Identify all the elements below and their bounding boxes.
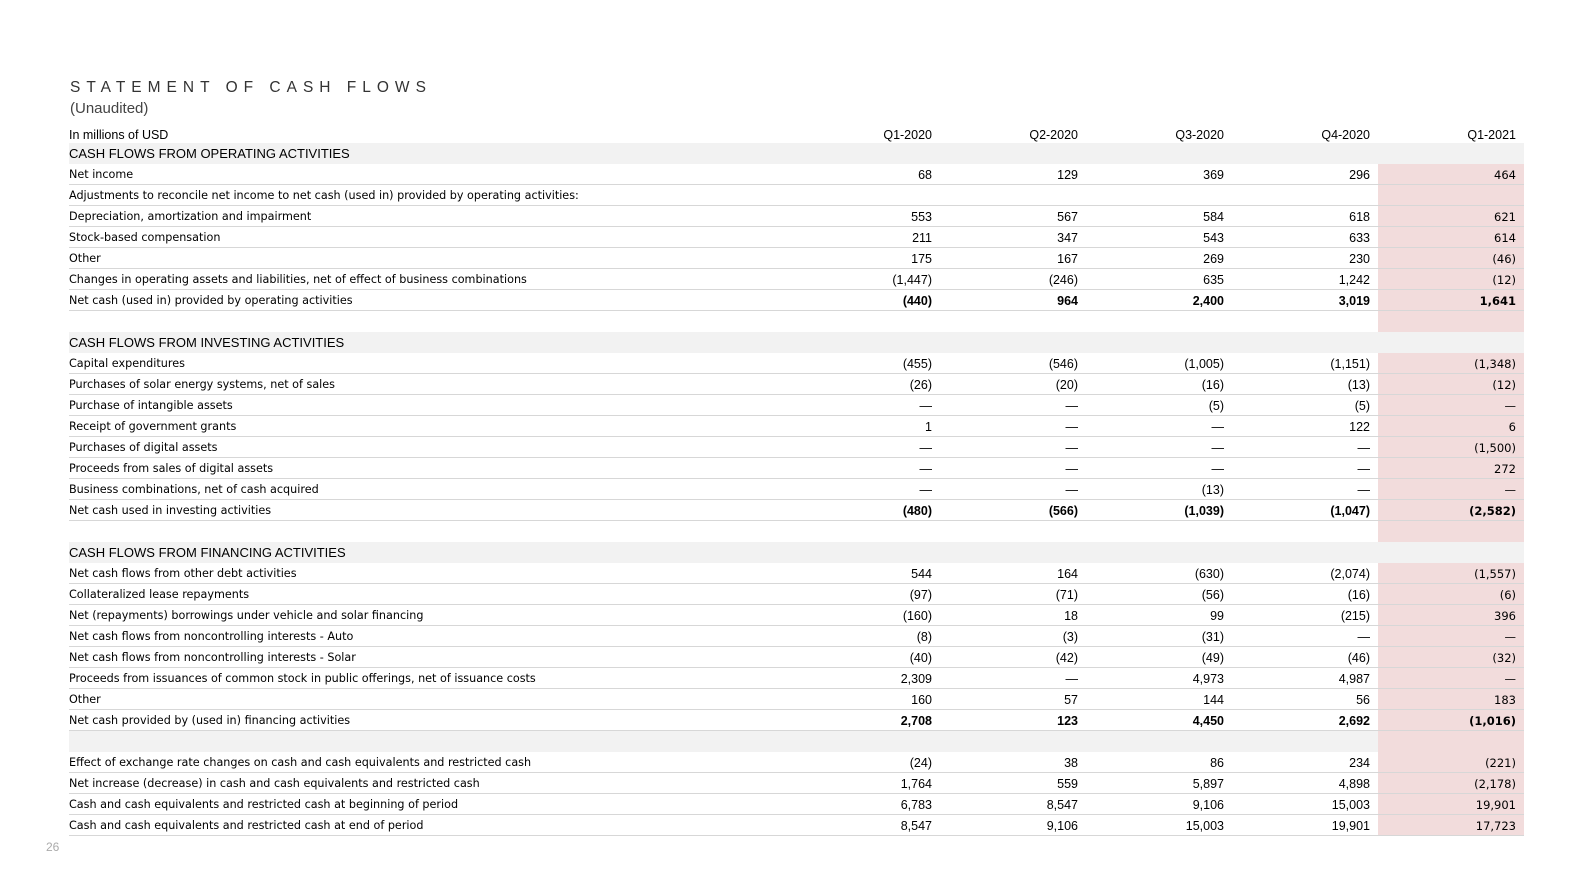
cell-q1-2020: 553 bbox=[911, 210, 932, 224]
cell-q1-2021: — bbox=[1504, 672, 1516, 686]
cell-q1-2020: 2,708 bbox=[900, 714, 932, 728]
cell-q3-2020: 144 bbox=[1203, 693, 1224, 707]
section-header bbox=[69, 542, 1524, 563]
cell-q4-2020: (1,047) bbox=[1330, 504, 1370, 518]
table-row bbox=[69, 689, 1524, 710]
table-row bbox=[69, 458, 1524, 479]
cell-q4-2020: 234 bbox=[1349, 756, 1370, 770]
column-header-q3-2020: Q3-2020 bbox=[1175, 128, 1224, 142]
cell-q2-2020: (71) bbox=[1055, 588, 1078, 602]
section-heading: CASH FLOWS FROM FINANCING ACTIVITIES bbox=[69, 545, 346, 560]
row-label: Changes in operating assets and liabilities, net of effect of business combinations bbox=[69, 273, 527, 286]
cell-q2-2020: (3) bbox=[1062, 630, 1078, 644]
cell-q2-2020: 567 bbox=[1057, 210, 1078, 224]
cell-q4-2020: (16) bbox=[1347, 588, 1370, 602]
cell-q1-2021: — bbox=[1504, 630, 1516, 644]
cell-q2-2020: 964 bbox=[1057, 294, 1078, 308]
cell-q3-2020: — bbox=[1211, 420, 1224, 434]
cell-q1-2021: (2,582) bbox=[1469, 504, 1516, 518]
cell-q1-2021: (1,500) bbox=[1474, 441, 1516, 455]
row-label: Net cash used in investing activities bbox=[69, 504, 272, 517]
cell-q1-2021: — bbox=[1504, 483, 1516, 497]
cell-q4-2020: 633 bbox=[1349, 231, 1370, 245]
row-label: Adjustments to reconcile net income to net cash (used in) provided by operating activities: bbox=[69, 189, 579, 202]
units-label: In millions of USD bbox=[69, 128, 169, 142]
cell-q1-2020: 160 bbox=[911, 693, 932, 707]
table-row bbox=[69, 164, 1524, 185]
cell-q4-2020: 19,901 bbox=[1331, 819, 1370, 833]
cell-q1-2020: 211 bbox=[912, 231, 932, 245]
table-row bbox=[69, 416, 1524, 437]
row-label: Business combinations, net of cash acquired bbox=[69, 483, 319, 496]
cell-q1-2021: 17,723 bbox=[1475, 819, 1516, 833]
cell-q4-2020: (2,074) bbox=[1330, 567, 1370, 581]
row-label: Net cash flows from noncontrolling interests - Auto bbox=[69, 630, 354, 643]
cell-q2-2020: — bbox=[1065, 462, 1078, 476]
cell-q1-2020: (40) bbox=[909, 651, 932, 665]
cell-q1-2020: — bbox=[919, 441, 932, 455]
row-label: Purchases of digital assets bbox=[69, 441, 218, 454]
cell-q3-2020: (49) bbox=[1201, 651, 1224, 665]
cell-q4-2020: 4,987 bbox=[1338, 672, 1370, 686]
cell-q2-2020: — bbox=[1065, 672, 1078, 686]
row-label: Net cash flows from noncontrolling interests - Solar bbox=[69, 651, 356, 664]
row-label: Stock-based compensation bbox=[69, 231, 221, 244]
cell-q4-2020: 230 bbox=[1349, 252, 1370, 266]
section-header bbox=[69, 332, 1524, 353]
cell-q1-2020: (24) bbox=[909, 756, 932, 770]
table-row bbox=[69, 479, 1524, 500]
cell-q4-2020: (1,151) bbox=[1330, 357, 1370, 371]
row-label: Proceeds from issuances of common stock in public offerings, net of issuance costs bbox=[69, 672, 536, 685]
cell-q3-2020: 2,400 bbox=[1192, 294, 1224, 308]
cell-q4-2020: (215) bbox=[1340, 609, 1370, 623]
row-label: Capital expenditures bbox=[69, 357, 185, 370]
table-row bbox=[69, 290, 1524, 311]
cell-q2-2020: (246) bbox=[1048, 273, 1078, 287]
row-label: Cash and cash equivalents and restricted cash at beginning of period bbox=[69, 798, 459, 811]
cell-q1-2020: (160) bbox=[902, 609, 932, 623]
row-label: Net income bbox=[69, 168, 134, 181]
cell-q4-2020: (5) bbox=[1354, 399, 1370, 413]
cell-q2-2020: 38 bbox=[1064, 756, 1078, 770]
cell-q1-2020: (8) bbox=[916, 630, 932, 644]
cell-q3-2020: 4,450 bbox=[1192, 714, 1224, 728]
cell-q1-2020: 544 bbox=[911, 567, 932, 581]
cell-q3-2020: 635 bbox=[1203, 273, 1224, 287]
cell-q2-2020: 167 bbox=[1057, 252, 1078, 266]
cell-q4-2020: — bbox=[1357, 441, 1370, 455]
table-row bbox=[69, 626, 1524, 647]
cell-q4-2020: 122 bbox=[1349, 420, 1370, 434]
table-row bbox=[69, 668, 1524, 689]
row-label: Purchase of intangible assets bbox=[69, 399, 233, 412]
cell-q4-2020: — bbox=[1357, 630, 1370, 644]
cell-q1-2020: (1,447) bbox=[892, 273, 932, 287]
cell-q2-2020: 9,106 bbox=[1046, 819, 1078, 833]
cell-q1-2021: 396 bbox=[1494, 609, 1516, 623]
table-row bbox=[69, 647, 1524, 668]
cell-q1-2020: 68 bbox=[918, 168, 932, 182]
row-label: Net cash (used in) provided by operating activities bbox=[69, 294, 353, 307]
table-row bbox=[69, 794, 1524, 815]
table-row bbox=[69, 815, 1524, 836]
row-label: Collateralized lease repayments bbox=[69, 588, 250, 601]
table-row bbox=[69, 206, 1524, 227]
cell-q3-2020: (31) bbox=[1201, 630, 1224, 644]
cell-q1-2020: (26) bbox=[909, 378, 932, 392]
table-row bbox=[69, 605, 1524, 626]
table-row bbox=[69, 773, 1524, 794]
cell-q4-2020: 4,898 bbox=[1338, 777, 1370, 791]
cell-q1-2021: (221) bbox=[1485, 756, 1516, 770]
cell-q1-2021: (12) bbox=[1492, 273, 1516, 287]
cell-q3-2020: (5) bbox=[1208, 399, 1224, 413]
cell-q4-2020: (13) bbox=[1347, 378, 1370, 392]
table-row bbox=[69, 584, 1524, 605]
cell-q1-2021: (6) bbox=[1499, 588, 1516, 602]
cell-q3-2020: 584 bbox=[1203, 210, 1224, 224]
cell-q1-2021: 621 bbox=[1494, 210, 1516, 224]
cell-q2-2020: 18 bbox=[1064, 609, 1078, 623]
cell-q1-2020: 1 bbox=[925, 420, 932, 434]
cell-q3-2020: (1,005) bbox=[1184, 357, 1224, 371]
cell-q3-2020: 99 bbox=[1210, 609, 1224, 623]
table-row bbox=[69, 248, 1524, 269]
cell-q1-2020: — bbox=[919, 399, 932, 413]
row-label: Cash and cash equivalents and restricted cash at end of period bbox=[69, 819, 424, 832]
cell-q1-2021: — bbox=[1504, 399, 1516, 413]
table-row bbox=[69, 710, 1524, 731]
cell-q2-2020: 164 bbox=[1057, 567, 1078, 581]
column-header-q1-2020: Q1-2020 bbox=[883, 128, 932, 142]
cell-q3-2020: 5,897 bbox=[1192, 777, 1224, 791]
row-label: Proceeds from sales of digital assets bbox=[69, 462, 274, 475]
cell-q1-2021: 19,901 bbox=[1475, 798, 1516, 812]
row-label: Net cash flows from other debt activities bbox=[69, 567, 297, 580]
cell-q1-2020: 1,764 bbox=[900, 777, 932, 791]
cell-q3-2020: — bbox=[1211, 462, 1224, 476]
cell-q1-2021: 464 bbox=[1494, 168, 1516, 182]
cell-q3-2020: (13) bbox=[1201, 483, 1224, 497]
cell-q4-2020: 296 bbox=[1349, 168, 1370, 182]
cell-q2-2020: 57 bbox=[1064, 693, 1078, 707]
table-row bbox=[69, 353, 1524, 374]
table-row bbox=[69, 227, 1524, 248]
cell-q1-2020: 6,783 bbox=[900, 798, 932, 812]
cell-q1-2021: 6 bbox=[1508, 420, 1516, 434]
cell-q4-2020: 56 bbox=[1356, 693, 1370, 707]
column-header-q4-2020: Q4-2020 bbox=[1321, 128, 1370, 142]
cell-q3-2020: 543 bbox=[1203, 231, 1224, 245]
cell-q3-2020: 269 bbox=[1203, 252, 1224, 266]
page-number: 26 bbox=[46, 840, 60, 854]
table-row bbox=[69, 269, 1524, 290]
cell-q2-2020: (20) bbox=[1055, 378, 1078, 392]
cell-q4-2020: — bbox=[1357, 462, 1370, 476]
cell-q1-2021: 272 bbox=[1494, 462, 1516, 476]
cell-q2-2020: (566) bbox=[1048, 504, 1078, 518]
cell-q2-2020: 123 bbox=[1057, 714, 1078, 728]
cell-q1-2021: (1,016) bbox=[1469, 714, 1516, 728]
cell-q2-2020: 129 bbox=[1057, 168, 1078, 182]
cell-q4-2020: 2,692 bbox=[1338, 714, 1370, 728]
table-row bbox=[69, 395, 1524, 416]
cell-q2-2020: — bbox=[1065, 399, 1078, 413]
row-label: Other bbox=[69, 252, 101, 265]
cell-q1-2020: (480) bbox=[902, 504, 932, 518]
cell-q2-2020: — bbox=[1065, 483, 1078, 497]
cell-q1-2020: — bbox=[919, 462, 932, 476]
cell-q1-2020: (440) bbox=[902, 294, 932, 308]
section-header bbox=[69, 731, 1378, 752]
cell-q3-2020: 369 bbox=[1203, 168, 1224, 182]
row-label: Receipt of government grants bbox=[69, 420, 237, 433]
cell-q2-2020: 8,547 bbox=[1046, 798, 1078, 812]
table-row bbox=[69, 374, 1524, 395]
cell-q3-2020: 4,973 bbox=[1192, 672, 1224, 686]
row-label: Net increase (decrease) in cash and cash equivalents and restricted cash bbox=[69, 777, 480, 790]
cell-q3-2020: (56) bbox=[1201, 588, 1224, 602]
cell-q1-2021: 1,641 bbox=[1479, 294, 1516, 308]
cell-q1-2020: (97) bbox=[909, 588, 932, 602]
cell-q4-2020: 3,019 bbox=[1338, 294, 1370, 308]
cell-q3-2020: (1,039) bbox=[1184, 504, 1224, 518]
cell-q1-2020: — bbox=[919, 483, 932, 497]
cell-q3-2020: — bbox=[1211, 441, 1224, 455]
cell-q4-2020: — bbox=[1357, 483, 1370, 497]
column-header-q2-2020: Q2-2020 bbox=[1029, 128, 1078, 142]
cell-q1-2021: (32) bbox=[1492, 651, 1516, 665]
cell-q4-2020: (46) bbox=[1347, 651, 1370, 665]
cell-q4-2020: 15,003 bbox=[1331, 798, 1370, 812]
cell-q2-2020: 347 bbox=[1057, 231, 1078, 245]
page-subtitle: (Unaudited) bbox=[70, 100, 149, 117]
cell-q3-2020: 9,106 bbox=[1192, 798, 1224, 812]
table-row bbox=[69, 437, 1524, 458]
cell-q4-2020: 1,242 bbox=[1338, 273, 1370, 287]
cell-q1-2021: 614 bbox=[1494, 231, 1516, 245]
section-heading: CASH FLOWS FROM INVESTING ACTIVITIES bbox=[69, 335, 345, 350]
cell-q2-2020: (42) bbox=[1055, 651, 1078, 665]
row-label: Other bbox=[69, 693, 101, 706]
table-row bbox=[69, 500, 1524, 521]
row-label: Purchases of solar energy systems, net of sales bbox=[69, 378, 336, 391]
table-row bbox=[69, 185, 1524, 206]
column-header-q1-2021: Q1-2021 bbox=[1467, 128, 1516, 142]
page-title: STATEMENT OF CASH FLOWS bbox=[70, 79, 432, 96]
cell-q1-2021: (1,557) bbox=[1474, 567, 1516, 581]
cell-q2-2020: 559 bbox=[1057, 777, 1078, 791]
row-label: Net (repayments) borrowings under vehicle and solar financing bbox=[69, 609, 424, 622]
cell-q1-2021: (2,178) bbox=[1474, 777, 1516, 791]
cell-q1-2021: (12) bbox=[1492, 378, 1516, 392]
cell-q3-2020: (16) bbox=[1201, 378, 1224, 392]
cell-q1-2021: (1,348) bbox=[1474, 357, 1516, 371]
cell-q2-2020: (546) bbox=[1048, 357, 1078, 371]
table-row bbox=[69, 563, 1524, 584]
cell-q3-2020: 86 bbox=[1210, 756, 1224, 770]
cell-q1-2020: 2,309 bbox=[900, 672, 932, 686]
cell-q1-2021: 183 bbox=[1494, 693, 1516, 707]
table-row bbox=[69, 752, 1524, 773]
cell-q1-2020: 175 bbox=[911, 252, 932, 266]
row-label: Depreciation, amortization and impairment bbox=[69, 210, 312, 223]
cell-q4-2020: 618 bbox=[1349, 210, 1370, 224]
cell-q1-2020: (455) bbox=[902, 357, 932, 371]
cell-q3-2020: 15,003 bbox=[1185, 819, 1224, 833]
cell-q2-2020: — bbox=[1065, 441, 1078, 455]
section-header bbox=[69, 143, 1524, 164]
section-heading: CASH FLOWS FROM OPERATING ACTIVITIES bbox=[69, 146, 350, 161]
cell-q1-2021: (46) bbox=[1492, 252, 1516, 266]
cell-q2-2020: — bbox=[1065, 420, 1078, 434]
cell-q3-2020: (630) bbox=[1194, 567, 1224, 581]
row-label: Effect of exchange rate changes on cash and cash equivalents and restricted cash bbox=[69, 756, 532, 769]
row-label: Net cash provided by (used in) financing activities bbox=[69, 714, 351, 727]
cell-q1-2020: 8,547 bbox=[900, 819, 932, 833]
